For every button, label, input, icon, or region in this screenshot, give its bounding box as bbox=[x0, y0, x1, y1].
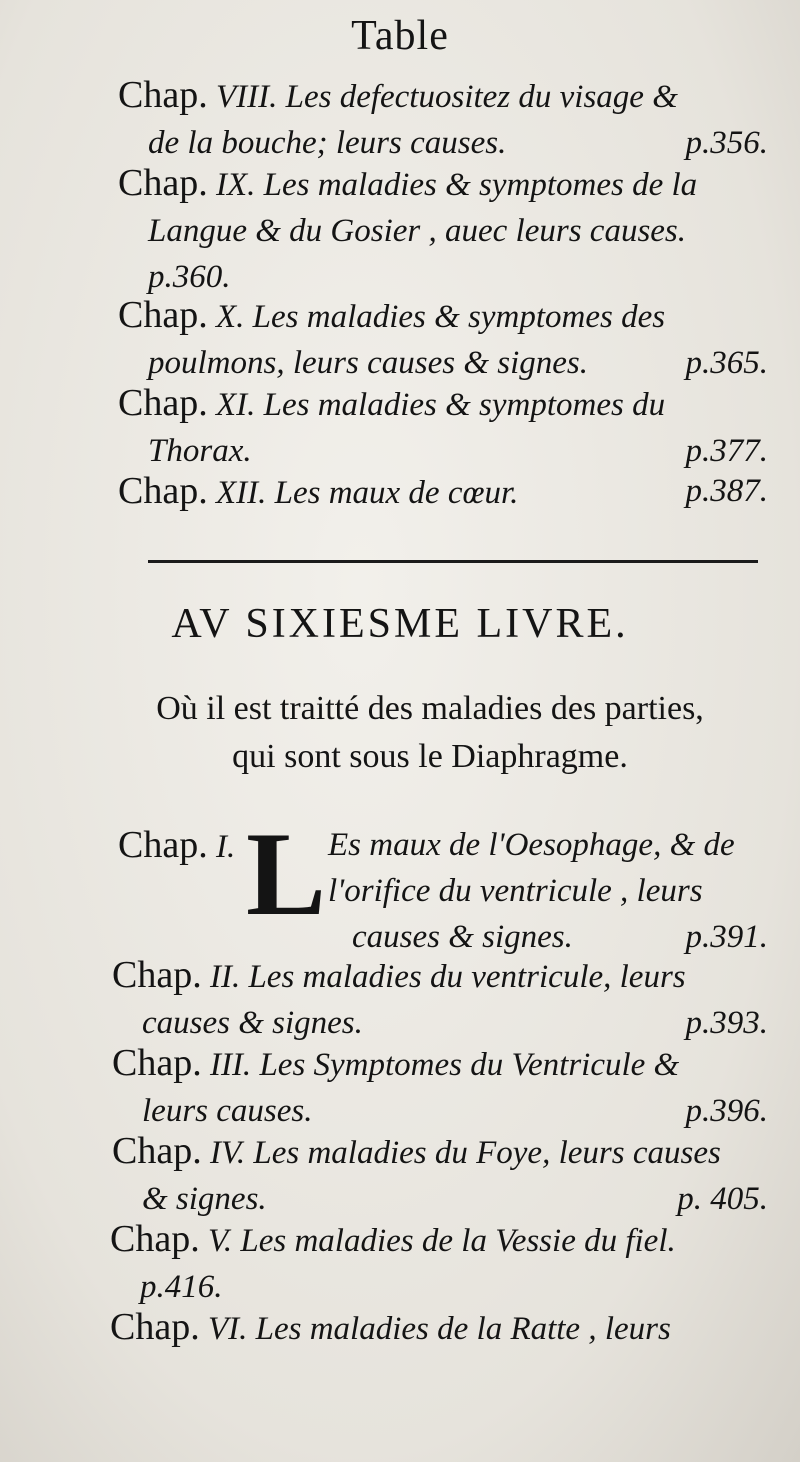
chap-title-cont: causes & signes. bbox=[352, 919, 573, 955]
chap-number: XI. bbox=[215, 387, 256, 423]
chap-title: Les maladies & symptomes de la bbox=[263, 167, 698, 203]
page-ref: p.393. bbox=[685, 1005, 768, 1041]
toc-entry-ix bbox=[118, 160, 768, 300]
chap-number: VIII. bbox=[215, 79, 278, 115]
toc-entry-v bbox=[110, 1216, 768, 1310]
book-heading: AV SIXIESME LIVRE. bbox=[171, 601, 629, 647]
chap-number: III. bbox=[209, 1047, 252, 1083]
chap-title-cont: Thorax. bbox=[148, 433, 252, 469]
page-ref: p.365. bbox=[685, 345, 768, 381]
page-ref: p.416. bbox=[140, 1269, 223, 1305]
chap-label: Chap. bbox=[118, 824, 208, 866]
chap-title-cont: causes & signes. bbox=[142, 1005, 363, 1041]
chap-label: Chap. bbox=[112, 1042, 202, 1084]
book-subheading-line-2: qui sont sous le Diaphragme. bbox=[232, 738, 628, 775]
chap-label: Chap. bbox=[110, 1218, 200, 1260]
book-subheading-line-1: Où il est traitté des maladies des parties, bbox=[156, 690, 704, 727]
toc-entry-xii bbox=[118, 468, 768, 516]
chap-title: Les maladies de la Ratte , leurs bbox=[255, 1311, 671, 1347]
toc-entry-i-text bbox=[328, 822, 768, 960]
chap-title-cont: Langue & du Gosier , auec leurs causes. bbox=[148, 213, 687, 249]
toc-entry-x bbox=[118, 292, 768, 386]
page-ref: p.360. bbox=[148, 259, 231, 295]
toc-entry-viii bbox=[118, 72, 768, 166]
chap-number: V. bbox=[207, 1223, 233, 1259]
toc-entry-iv bbox=[112, 1128, 768, 1222]
chap-title: Les maladies du Foye, leurs causes bbox=[253, 1135, 721, 1171]
book-subheading bbox=[90, 685, 770, 781]
chap-label: Chap. bbox=[112, 1130, 202, 1172]
chap-number: IX. bbox=[215, 167, 256, 203]
chap-label: Chap. bbox=[110, 1306, 200, 1348]
chap-label: Chap. bbox=[118, 470, 208, 512]
page-ref: p.396. bbox=[685, 1093, 768, 1129]
page-ref: p.377. bbox=[685, 433, 768, 469]
chap-number: XII. bbox=[215, 475, 267, 511]
chap-title: Les maladies & symptomes des bbox=[252, 299, 666, 335]
chap-label: Chap. bbox=[118, 382, 208, 424]
toc-entry-xi bbox=[118, 380, 768, 474]
chap-title: Les maux de cœur. bbox=[274, 475, 519, 511]
chap-title: Les Symptomes du Ventricule & bbox=[259, 1047, 680, 1083]
page-ref: p. 405. bbox=[677, 1181, 768, 1217]
chap-title-cont: l'orifice du ventricule , leurs bbox=[328, 873, 703, 909]
chap-label: Chap. bbox=[118, 294, 208, 336]
page-ref: p.391. bbox=[685, 919, 768, 955]
chap-label: Chap. bbox=[118, 162, 208, 204]
chap-title: Les maladies & symptomes du bbox=[263, 387, 666, 423]
chap-title: Les maladies du ventricule, leurs bbox=[248, 959, 686, 995]
drop-cap: L bbox=[246, 807, 327, 940]
chap-number: VI. bbox=[207, 1311, 248, 1347]
chap-label: Chap. bbox=[118, 74, 208, 116]
toc-entry-vi bbox=[110, 1304, 768, 1352]
chap-number: X. bbox=[215, 299, 245, 335]
chap-title-cont: de la bouche; leurs causes. bbox=[148, 125, 507, 161]
chap-number: I. bbox=[215, 829, 236, 865]
page-ref: p.387. bbox=[685, 473, 768, 509]
chap-title: Les defectuositez du visage & bbox=[285, 79, 678, 115]
chap-number: II. bbox=[209, 959, 241, 995]
chap-title-cont: & signes. bbox=[142, 1181, 267, 1217]
chap-number: IV. bbox=[209, 1135, 246, 1171]
chap-title: Es maux de l'Oesophage, & de bbox=[328, 827, 735, 863]
chap-title-cont: poulmons, leurs causes & signes. bbox=[148, 345, 588, 381]
section-divider bbox=[148, 560, 758, 563]
chap-title: Les maladies de la Vessie du fiel. bbox=[240, 1223, 676, 1259]
page-ref: p.356. bbox=[685, 125, 768, 161]
running-head: Table bbox=[351, 13, 449, 59]
chap-label: Chap. bbox=[112, 954, 202, 996]
chap-title-cont: leurs causes. bbox=[142, 1093, 313, 1129]
toc-entry-ii bbox=[112, 952, 768, 1046]
toc-entry-iii bbox=[112, 1040, 768, 1134]
